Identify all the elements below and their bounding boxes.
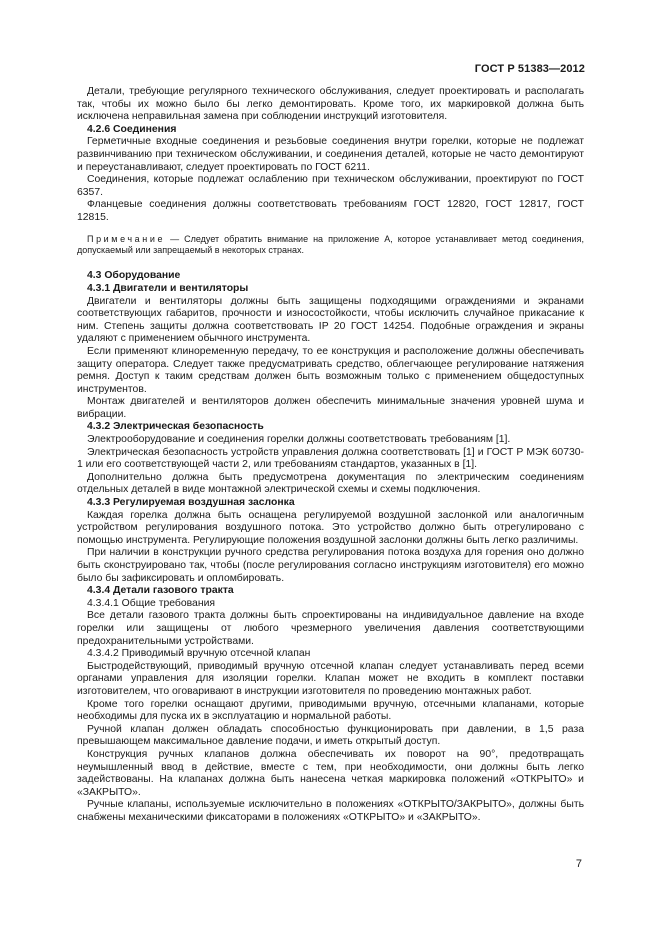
note-label: Примечание: [87, 233, 166, 244]
paragraph: Ручной клапан должен обладать способностью функционировать при давлении, в 1,5 раза превышающем максимальное давление подачи, и иметь открытый доступ.: [77, 723, 584, 748]
paragraph: Двигатели и вентиляторы должны быть защищены подходящими ограждениями и экранами соответствующих габаритов, прочности и износостойкости, чтобы исключить случайное прикасание к ним. Степень защиты должна соответствовать IP 20 ГОСТ 14254. Подобные ограждения и экраны удаляют с применением обычного инструмента.: [77, 295, 584, 345]
document-body: [77, 86, 584, 824]
paragraph: Дополнительно должна быть предусмотрена документация по электрическим соединениям отдельных деталей в виде монтажной электрической схемы и схемы подключения.: [77, 471, 584, 496]
note: [77, 234, 584, 257]
section-heading-4-3: 4.3 Оборудование: [87, 270, 181, 282]
paragraph: Электрооборудование и соединения горелки должны соответствовать требованиям [1].: [87, 434, 511, 446]
spacer: [77, 256, 584, 270]
subsection-heading-4-3-4-2: 4.3.4.2 Приводимый вручную отсечной клапан: [87, 648, 311, 660]
page-number: 7: [575, 858, 582, 870]
subsection-heading-4-3-4-1: 4.3.4.1 Общие требования: [87, 597, 215, 609]
paragraph: Ручные клапаны, используемые исключительно в положениях «ОТКРЫТО/ЗАКРЫТО», должны быть снабжены механическими фиксаторами в положениях «ОТКРЫТО» и «ЗАКРЫТО».: [77, 799, 584, 823]
paragraph: Герметичные входные соединения и резьбовые соединения внутри горелки, которые не подлежат развинчиванию при техническом обслуживании, и соединения деталей, которые не часто демонтируют и переустанавливают, следует проектировать по ГОСТ 6211.: [77, 136, 584, 173]
paragraph: Конструкция ручных клапанов должна обеспечивать их поворот на 90°, предотвращать неумышленный ввод в действие, вместе с тем, при необходимости, они должны быть легко задействованы. На клапанах должна быть нанесена четкая маркировка положений «ОТКРЫТО» и «ЗАКРЫТО».: [77, 748, 584, 798]
paragraph: Быстродействующий, приводимый вручную отсечной клапан следует устанавливать перед всеми органами управления для изоляции горелки. Клапан может не входить в комплект поставки изготовителем, что оговаривают в инструкции изготовителя по проведению монтажных работ.: [77, 660, 584, 697]
paragraph: Монтаж двигателей и вентиляторов должен обеспечить минимальные значения уровней шума и вибрации.: [77, 396, 584, 420]
paragraph: Если применяют клиноременную передачу, то ее конструкция и расположение должны обеспечивать защиту оператора. Следует также предусматривать средство, облегчающее регулирование натяжения ремня. Доступ к таким средствам должен быть возможным только с применением общедоступных инструментов.: [77, 345, 584, 395]
paragraph: Детали, требующие регулярного технического обслуживания, следует проектировать и располагать так, чтобы их можно было бы легко демонтировать. Кроме того, их маркировкой должна быть исключена неправильная замена при соблюдении инструкций изготовителя.: [77, 86, 584, 123]
section-heading-4-3-1: 4.3.1 Двигатели и вентиляторы: [87, 282, 249, 294]
paragraph: Все детали газового тракта должны быть спроектированы на индивидуальное давление на входе горелки или защищены от любого чрезмерного увеличения давления соответствующими предохранительными устройствами.: [77, 610, 584, 647]
paragraph: При наличии в конструкции ручного средства регулирования потока воздуха для горения оно должно быть сконструировано так, чтобы (после регулирования согласно инструкциям изготовителя) его можно было бы зафиксировать и опломбировать.: [77, 547, 584, 584]
section-heading-4-2-6: 4.2.6 Соединения: [87, 123, 177, 135]
document-code: ГОСТ Р 51383—2012: [474, 63, 585, 75]
section-heading-4-3-2: 4.3.2 Электрическая безопасность: [87, 421, 264, 433]
paragraph: Каждая горелка должна быть оснащена регулируемой воздушной заслонкой или аналогичным устройством регулирования воздушного потока. Это устройство должно быть отрегулировано с помощью инструмента. Регулирующие положения воздушной заслонки должны быть легко различимы.: [77, 509, 584, 546]
paragraph: Электрическая безопасность устройств управления должна соответствовать [1] и ГОСТ Р МЭК 60730-1 или его соответствующей части 2, или требованиям стандартов, указанных в [1].: [77, 446, 584, 471]
paragraph: Фланцевые соединения должны соответствовать требованиям ГОСТ 12820, ГОСТ 12817, ГОСТ 12815.: [77, 199, 584, 223]
section-heading-4-3-4: 4.3.4 Детали газового тракта: [87, 585, 234, 597]
note-text: — Следует обратить внимание на приложение А, которое устанавливает метод соединения, допускаемый или запрещаемый в некоторых странах.: [77, 233, 584, 255]
section-heading-4-3-3: 4.3.3 Регулируемая воздушная заслонка: [87, 497, 295, 509]
paragraph: Кроме того горелки оснащают другими, приводимыми вручную, отсечными клапанами, которые необходимы для пуска их в эксплуатацию и нормальной работы.: [77, 698, 584, 723]
paragraph: Соединения, которые подлежат ослаблению при техническом обслуживании, проектируют по ГОСТ 6357.: [77, 174, 584, 198]
